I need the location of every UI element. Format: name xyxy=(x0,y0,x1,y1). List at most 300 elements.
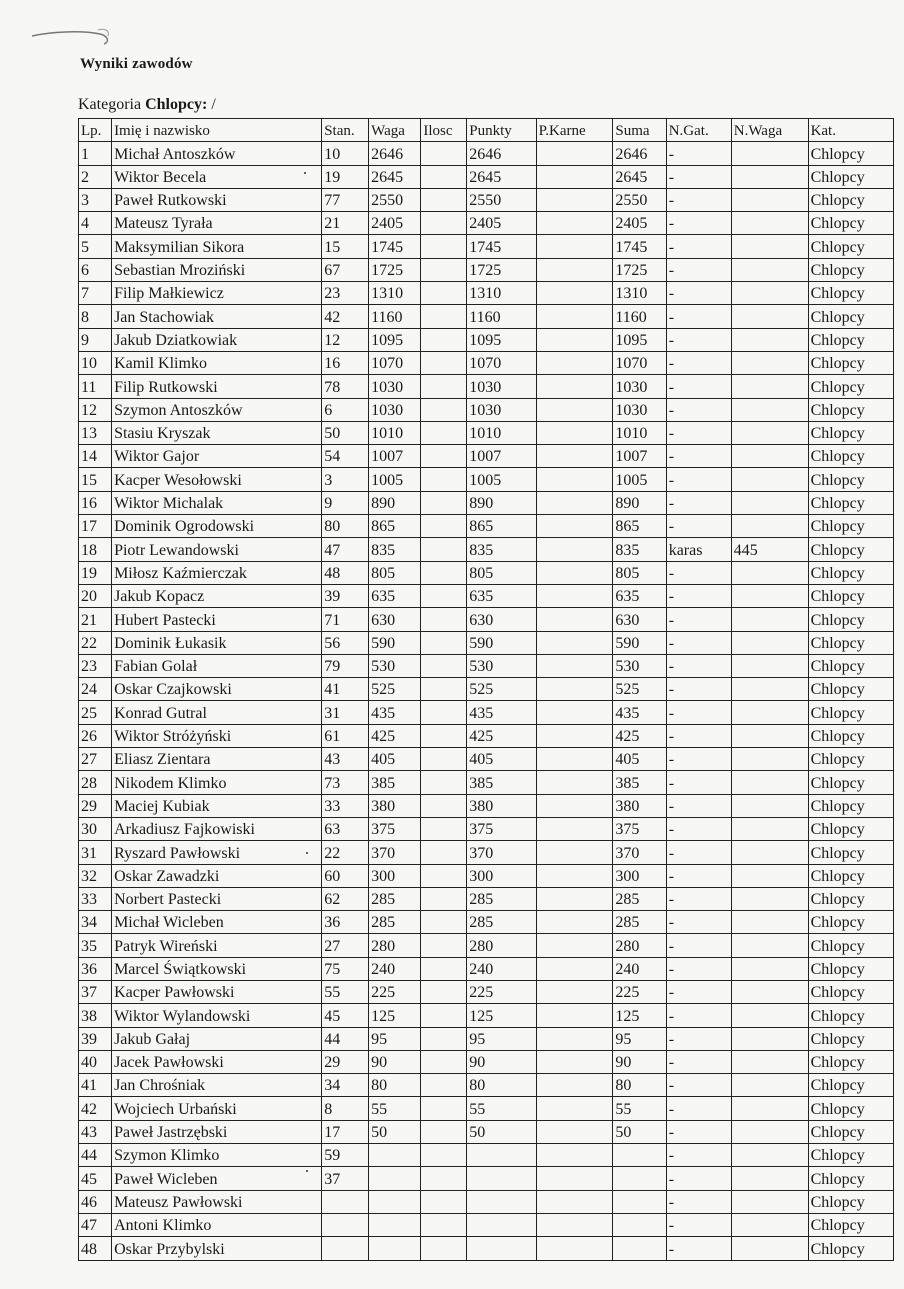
cell-stan: 42 xyxy=(322,305,369,328)
cell-n-waga xyxy=(731,817,808,840)
cell-name: Paweł Jastrzębski xyxy=(112,1120,322,1143)
table-row xyxy=(79,678,894,701)
table-row xyxy=(79,538,894,561)
cell-n-waga xyxy=(731,491,808,514)
cell-ilosc xyxy=(421,445,467,468)
cell-stan: 3 xyxy=(322,468,369,491)
cell-n-waga xyxy=(731,375,808,398)
cell-n-waga xyxy=(731,1097,808,1120)
cell-stan: 63 xyxy=(322,817,369,840)
cell-ilosc xyxy=(421,561,467,584)
cell-suma: 1745 xyxy=(613,235,666,258)
cell-waga: 90 xyxy=(369,1050,421,1073)
cell-ilosc xyxy=(421,911,467,934)
cell-waga: 125 xyxy=(369,1004,421,1027)
cell-n-waga xyxy=(731,724,808,747)
cell-waga: 805 xyxy=(369,561,421,584)
cell-n-gat: - xyxy=(666,1120,731,1143)
cell-lp: 36 xyxy=(79,957,112,980)
cell-lp: 28 xyxy=(79,771,112,794)
cell-suma: 890 xyxy=(613,491,666,514)
cell-n-gat: - xyxy=(666,351,731,374)
cell-suma: 405 xyxy=(613,748,666,771)
cell-suma: 2645 xyxy=(613,165,666,188)
cell-n-gat: - xyxy=(666,421,731,444)
cell-name: Wiktor Becela xyxy=(112,165,322,188)
cell-stan: 56 xyxy=(322,631,369,654)
table-row xyxy=(79,887,894,910)
cell-waga: 405 xyxy=(369,748,421,771)
cell-n-gat: - xyxy=(666,1167,731,1190)
cell-kat: Chlopcy xyxy=(808,235,893,258)
cell-p-karne xyxy=(536,957,613,980)
cell-lp: 32 xyxy=(79,864,112,887)
cell-p-karne xyxy=(536,421,613,444)
cell-n-waga xyxy=(731,584,808,607)
cell-lp: 41 xyxy=(79,1074,112,1097)
cell-lp: 20 xyxy=(79,584,112,607)
cell-ilosc xyxy=(421,980,467,1003)
cell-kat: Chlopcy xyxy=(808,1050,893,1073)
cell-stan: 59 xyxy=(322,1144,369,1167)
cell-p-karne xyxy=(536,678,613,701)
cell-n-waga xyxy=(731,887,808,910)
cell-kat: Chlopcy xyxy=(808,142,893,165)
cell-suma: 285 xyxy=(613,911,666,934)
cell-stan: 50 xyxy=(322,421,369,444)
cell-waga: 385 xyxy=(369,771,421,794)
cell-suma: 1310 xyxy=(613,282,666,305)
cell-waga: 380 xyxy=(369,794,421,817)
column-header-kat: Kat. xyxy=(808,119,893,142)
cell-n-waga xyxy=(731,957,808,980)
table-row xyxy=(79,468,894,491)
cell-suma: 90 xyxy=(613,1050,666,1073)
cell-punkty xyxy=(467,1167,536,1190)
cell-waga xyxy=(369,1237,421,1260)
cell-n-gat: - xyxy=(666,864,731,887)
cell-n-gat: - xyxy=(666,957,731,980)
cell-punkty: 1160 xyxy=(467,305,536,328)
cell-lp: 34 xyxy=(79,911,112,934)
cell-p-karne xyxy=(536,375,613,398)
table-row xyxy=(79,817,894,840)
cell-n-gat: - xyxy=(666,980,731,1003)
cell-ilosc xyxy=(421,887,467,910)
table-row xyxy=(79,212,894,235)
cell-p-karne xyxy=(536,817,613,840)
cell-n-gat: - xyxy=(666,375,731,398)
table-row xyxy=(79,1050,894,1073)
table-row xyxy=(79,1167,894,1190)
cell-ilosc xyxy=(421,957,467,980)
cell-name: Norbert Pastecki xyxy=(112,887,322,910)
cell-ilosc xyxy=(421,817,467,840)
cell-stan xyxy=(322,1237,369,1260)
cell-suma: 805 xyxy=(613,561,666,584)
cell-n-waga xyxy=(731,142,808,165)
table-row xyxy=(79,794,894,817)
cell-stan: 23 xyxy=(322,282,369,305)
cell-name: Kacper Pawłowski xyxy=(112,980,322,1003)
cell-n-waga xyxy=(731,748,808,771)
cell-suma: 55 xyxy=(613,1097,666,1120)
cell-suma: 375 xyxy=(613,817,666,840)
cell-suma: 2550 xyxy=(613,188,666,211)
cell-waga: 225 xyxy=(369,980,421,1003)
cell-suma: 835 xyxy=(613,538,666,561)
table-row xyxy=(79,584,894,607)
cell-n-gat: - xyxy=(666,445,731,468)
cell-name: Jakub Dziatkowiak xyxy=(112,328,322,351)
cell-name: Fabian Golał xyxy=(112,654,322,677)
cell-kat: Chlopcy xyxy=(808,631,893,654)
cell-name: Filip Małkiewicz xyxy=(112,282,322,305)
cell-p-karne xyxy=(536,165,613,188)
cell-stan: 78 xyxy=(322,375,369,398)
cell-n-waga xyxy=(731,794,808,817)
cell-suma: 300 xyxy=(613,864,666,887)
cell-suma xyxy=(613,1237,666,1260)
cell-stan: 31 xyxy=(322,701,369,724)
cell-stan: 10 xyxy=(322,142,369,165)
cell-punkty: 280 xyxy=(467,934,536,957)
cell-waga: 300 xyxy=(369,864,421,887)
cell-name: Wiktor Michalak xyxy=(112,491,322,514)
cell-name: Ryszard Pawłowski xyxy=(112,841,322,864)
cell-n-waga xyxy=(731,1167,808,1190)
cell-ilosc xyxy=(421,375,467,398)
cell-stan: 48 xyxy=(322,561,369,584)
cell-waga: 2550 xyxy=(369,188,421,211)
cell-ilosc xyxy=(421,841,467,864)
cell-ilosc xyxy=(421,1050,467,1073)
cell-stan: 37 xyxy=(322,1167,369,1190)
cell-kat: Chlopcy xyxy=(808,1237,893,1260)
cell-waga xyxy=(369,1167,421,1190)
cell-waga: 2645 xyxy=(369,165,421,188)
table-row xyxy=(79,375,894,398)
cell-lp: 9 xyxy=(79,328,112,351)
cell-p-karne xyxy=(536,142,613,165)
cell-lp: 27 xyxy=(79,748,112,771)
column-header-stan: Stan. xyxy=(322,119,369,142)
speck xyxy=(304,172,306,174)
cell-waga: 80 xyxy=(369,1074,421,1097)
cell-suma: 80 xyxy=(613,1074,666,1097)
cell-n-waga xyxy=(731,1004,808,1027)
cell-kat: Chlopcy xyxy=(808,328,893,351)
cell-waga: 630 xyxy=(369,608,421,631)
cell-kat: Chlopcy xyxy=(808,1190,893,1213)
cell-ilosc xyxy=(421,794,467,817)
cell-n-gat: - xyxy=(666,1004,731,1027)
cell-lp: 3 xyxy=(79,188,112,211)
cell-stan: 6 xyxy=(322,398,369,421)
cell-name: Michał Antoszków xyxy=(112,142,322,165)
cell-waga xyxy=(369,1190,421,1213)
cell-suma: 1030 xyxy=(613,398,666,421)
cell-waga: 95 xyxy=(369,1027,421,1050)
cell-lp: 29 xyxy=(79,794,112,817)
cell-punkty: 435 xyxy=(467,701,536,724)
cell-ilosc xyxy=(421,1237,467,1260)
cell-punkty: 370 xyxy=(467,841,536,864)
cell-waga: 835 xyxy=(369,538,421,561)
cell-lp: 38 xyxy=(79,1004,112,1027)
cell-name: Hubert Pastecki xyxy=(112,608,322,631)
cell-stan: 67 xyxy=(322,258,369,281)
cell-kat: Chlopcy xyxy=(808,864,893,887)
cell-stan: 36 xyxy=(322,911,369,934)
cell-stan: 77 xyxy=(322,188,369,211)
cell-p-karne xyxy=(536,1074,613,1097)
cell-waga: 635 xyxy=(369,584,421,607)
cell-waga: 55 xyxy=(369,1097,421,1120)
table-row xyxy=(79,282,894,305)
cell-n-waga xyxy=(731,398,808,421)
cell-lp: 30 xyxy=(79,817,112,840)
cell-p-karne xyxy=(536,724,613,747)
cell-kat: Chlopcy xyxy=(808,841,893,864)
cell-name: Antoni Klimko xyxy=(112,1213,322,1236)
cell-punkty xyxy=(467,1144,536,1167)
cell-p-karne xyxy=(536,212,613,235)
cell-suma: 865 xyxy=(613,515,666,538)
cell-kat: Chlopcy xyxy=(808,282,893,305)
table-row xyxy=(79,1120,894,1143)
cell-name: Patryk Wireński xyxy=(112,934,322,957)
cell-name: Maksymilian Sikora xyxy=(112,235,322,258)
cell-n-waga xyxy=(731,934,808,957)
cell-stan xyxy=(322,1213,369,1236)
table-row xyxy=(79,1074,894,1097)
cell-p-karne xyxy=(536,1027,613,1050)
cell-p-karne xyxy=(536,1237,613,1260)
cell-p-karne xyxy=(536,934,613,957)
cell-waga: 1070 xyxy=(369,351,421,374)
cell-n-gat: - xyxy=(666,282,731,305)
cell-name: Paweł Rutkowski xyxy=(112,188,322,211)
cell-lp: 15 xyxy=(79,468,112,491)
cell-n-gat: - xyxy=(666,561,731,584)
cell-punkty: 380 xyxy=(467,794,536,817)
cell-lp: 2 xyxy=(79,165,112,188)
cell-n-waga xyxy=(731,421,808,444)
cell-ilosc xyxy=(421,258,467,281)
column-header-p-karne: P.Karne xyxy=(536,119,613,142)
cell-lp: 14 xyxy=(79,445,112,468)
cell-stan: 22 xyxy=(322,841,369,864)
cell-suma: 1095 xyxy=(613,328,666,351)
cell-name: Marcel Świątkowski xyxy=(112,957,322,980)
cell-lp: 45 xyxy=(79,1167,112,1190)
cell-lp: 5 xyxy=(79,235,112,258)
cell-waga: 2646 xyxy=(369,142,421,165)
cell-ilosc xyxy=(421,421,467,444)
cell-waga xyxy=(369,1144,421,1167)
cell-n-waga xyxy=(731,841,808,864)
cell-punkty: 835 xyxy=(467,538,536,561)
cell-name: Oskar Czajkowski xyxy=(112,678,322,701)
cell-ilosc xyxy=(421,1027,467,1050)
cell-lp: 40 xyxy=(79,1050,112,1073)
table-row xyxy=(79,1190,894,1213)
cell-waga: 375 xyxy=(369,817,421,840)
category-prefix: Kategoria xyxy=(78,96,146,113)
cell-kat: Chlopcy xyxy=(808,398,893,421)
cell-lp: 21 xyxy=(79,608,112,631)
cell-stan: 21 xyxy=(322,212,369,235)
cell-n-gat: - xyxy=(666,188,731,211)
cell-ilosc xyxy=(421,864,467,887)
cell-p-karne xyxy=(536,538,613,561)
table-row xyxy=(79,957,894,980)
cell-suma: 95 xyxy=(613,1027,666,1050)
cell-n-gat: - xyxy=(666,1190,731,1213)
cell-n-waga xyxy=(731,212,808,235)
cell-stan: 73 xyxy=(322,771,369,794)
cell-kat: Chlopcy xyxy=(808,608,893,631)
cell-p-karne xyxy=(536,1213,613,1236)
cell-name: Paweł Wicleben xyxy=(112,1167,322,1190)
cell-n-gat: - xyxy=(666,398,731,421)
cell-punkty: 385 xyxy=(467,771,536,794)
cell-n-gat: - xyxy=(666,1097,731,1120)
cell-lp: 13 xyxy=(79,421,112,444)
cell-kat: Chlopcy xyxy=(808,1074,893,1097)
cell-lp: 33 xyxy=(79,887,112,910)
cell-stan: 12 xyxy=(322,328,369,351)
cell-waga: 525 xyxy=(369,678,421,701)
cell-punkty: 50 xyxy=(467,1120,536,1143)
cell-n-waga xyxy=(731,864,808,887)
table-row xyxy=(79,841,894,864)
cell-lp: 48 xyxy=(79,1237,112,1260)
cell-punkty: 525 xyxy=(467,678,536,701)
cell-p-karne xyxy=(536,188,613,211)
cell-ilosc xyxy=(421,1120,467,1143)
cell-p-karne xyxy=(536,584,613,607)
cell-kat: Chlopcy xyxy=(808,678,893,701)
cell-kat: Chlopcy xyxy=(808,934,893,957)
cell-ilosc xyxy=(421,212,467,235)
cell-ilosc xyxy=(421,1097,467,1120)
cell-name: Sebastian Mroziński xyxy=(112,258,322,281)
cell-ilosc xyxy=(421,468,467,491)
cell-p-karne xyxy=(536,864,613,887)
cell-waga: 280 xyxy=(369,934,421,957)
cell-stan: 15 xyxy=(322,235,369,258)
cell-waga: 1745 xyxy=(369,235,421,258)
cell-p-karne xyxy=(536,305,613,328)
cell-punkty: 2646 xyxy=(467,142,536,165)
cell-punkty: 590 xyxy=(467,631,536,654)
cell-ilosc xyxy=(421,584,467,607)
table-row xyxy=(79,701,894,724)
table-row xyxy=(79,1213,894,1236)
cell-punkty: 1070 xyxy=(467,351,536,374)
cell-ilosc xyxy=(421,142,467,165)
paperclip-mark-icon xyxy=(30,22,120,52)
cell-n-waga xyxy=(731,351,808,374)
cell-lp: 6 xyxy=(79,258,112,281)
cell-stan: 61 xyxy=(322,724,369,747)
cell-lp: 7 xyxy=(79,282,112,305)
cell-p-karne xyxy=(536,491,613,514)
cell-suma: 240 xyxy=(613,957,666,980)
table-row xyxy=(79,258,894,281)
table-row xyxy=(79,491,894,514)
cell-p-karne xyxy=(536,1097,613,1120)
cell-waga: 530 xyxy=(369,654,421,677)
cell-kat: Chlopcy xyxy=(808,212,893,235)
cell-kat: Chlopcy xyxy=(808,724,893,747)
results-table xyxy=(78,118,894,1261)
cell-waga: 890 xyxy=(369,491,421,514)
cell-p-karne xyxy=(536,1050,613,1073)
cell-ilosc xyxy=(421,724,467,747)
cell-stan: 29 xyxy=(322,1050,369,1073)
cell-punkty: 1030 xyxy=(467,398,536,421)
cell-suma: 285 xyxy=(613,887,666,910)
cell-suma: 1070 xyxy=(613,351,666,374)
cell-punkty: 90 xyxy=(467,1050,536,1073)
table-row xyxy=(79,748,894,771)
column-header-name: Imię i nazwisko xyxy=(112,119,322,142)
category-name: Chlopcy: xyxy=(145,96,208,113)
table-row xyxy=(79,142,894,165)
cell-ilosc xyxy=(421,351,467,374)
cell-waga: 240 xyxy=(369,957,421,980)
cell-kat: Chlopcy xyxy=(808,584,893,607)
cell-ilosc xyxy=(421,515,467,538)
cell-waga: 425 xyxy=(369,724,421,747)
cell-suma: 2405 xyxy=(613,212,666,235)
table-row xyxy=(79,724,894,747)
cell-suma xyxy=(613,1213,666,1236)
cell-name: Konrad Gutral xyxy=(112,701,322,724)
cell-suma: 385 xyxy=(613,771,666,794)
cell-n-waga xyxy=(731,911,808,934)
cell-stan: 43 xyxy=(322,748,369,771)
cell-lp: 42 xyxy=(79,1097,112,1120)
cell-n-gat: - xyxy=(666,468,731,491)
cell-waga: 865 xyxy=(369,515,421,538)
cell-kat: Chlopcy xyxy=(808,188,893,211)
table-row xyxy=(79,864,894,887)
cell-waga: 2405 xyxy=(369,212,421,235)
cell-ilosc xyxy=(421,235,467,258)
cell-n-waga xyxy=(731,771,808,794)
cell-kat: Chlopcy xyxy=(808,421,893,444)
cell-kat: Chlopcy xyxy=(808,911,893,934)
cell-suma: 370 xyxy=(613,841,666,864)
cell-ilosc xyxy=(421,1190,467,1213)
cell-punkty: 240 xyxy=(467,957,536,980)
cell-p-karne xyxy=(536,1120,613,1143)
cell-lp: 12 xyxy=(79,398,112,421)
cell-p-karne xyxy=(536,561,613,584)
cell-p-karne xyxy=(536,748,613,771)
cell-punkty: 2405 xyxy=(467,212,536,235)
cell-kat: Chlopcy xyxy=(808,957,893,980)
cell-p-karne xyxy=(536,771,613,794)
cell-kat: Chlopcy xyxy=(808,748,893,771)
cell-p-karne xyxy=(536,282,613,305)
cell-n-gat: - xyxy=(666,142,731,165)
cell-punkty: 425 xyxy=(467,724,536,747)
